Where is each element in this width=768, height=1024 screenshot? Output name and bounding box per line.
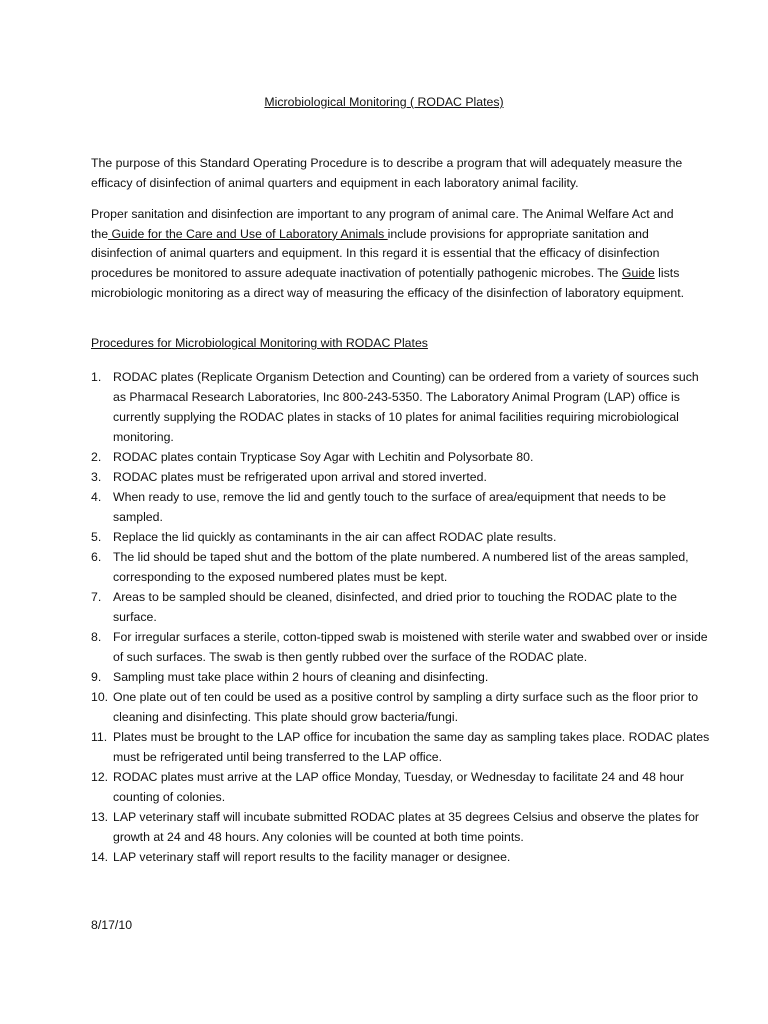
sanitation-text-3: lists microbiologic monitoring as a direct way of measuring the efficacy of the disinfection of laboratory equipment.	[91, 266, 685, 300]
procedures-list	[91, 367, 711, 867]
procedure-item	[91, 627, 711, 667]
procedure-item	[91, 847, 711, 867]
procedure-text: RODAC plates (Replicate Organism Detection and Counting) can be ordered from a variety of sources such as Pharmacal Research Laboratories, Inc 800-243-5350. The Laboratory Animal Program (LAP) office is currently supplying the RODAC plates in stacks of 10 plates for animal facilities requiring microbiological monitoring.	[113, 370, 699, 444]
procedure-item	[91, 587, 711, 627]
procedure-text: LAP veterinary staff will report results to the facility manager or designee.	[113, 850, 511, 864]
procedure-item	[91, 367, 711, 447]
procedure-text: For irregular surfaces a sterile, cotton-tipped swab is moistened with sterile water and swabbed over or inside of such surfaces. The swab is then gently rubbed over the surface of the RODAC plate.	[113, 630, 708, 664]
procedure-text: One plate out of ten could be used as a positive control by sampling a dirty surface such as the floor prior to cleaning and disinfecting. This plate should grow bacteria/fungi.	[113, 690, 699, 724]
procedure-item	[91, 727, 711, 767]
sanitation-text-1: Proper sanitation and disinfection are important to any program of animal care. The Animal Welfare Act and the	[91, 207, 674, 241]
procedure-item	[91, 667, 711, 687]
procedure-text: Areas to be sampled should be cleaned, disinfected, and dried prior to touching the RODAC plate to the surface.	[113, 590, 677, 624]
procedure-number: 12.	[91, 770, 109, 784]
procedure-number: 2.	[91, 450, 102, 464]
guide-title: Guide for the Care and Use of Laboratory Animals	[108, 226, 388, 241]
procedure-number: 11.	[91, 730, 108, 744]
procedure-text: RODAC plates must arrive at the LAP office Monday, Tuesday, or Wednesday to facilitate 24 and 48 hour counting of colonies.	[113, 770, 684, 804]
procedure-text: RODAC plates must be refrigerated upon arrival and stored inverted.	[113, 470, 487, 484]
procedure-text: When ready to use, remove the lid and gently touch to the surface of area/equipment that needs to be sampled.	[113, 490, 667, 524]
procedure-text: Replace the lid quickly as contaminants in the air can affect RODAC plate results.	[113, 530, 557, 544]
procedure-item	[91, 467, 711, 487]
procedure-number: 4.	[91, 490, 102, 504]
procedure-item	[91, 527, 711, 547]
procedure-item	[91, 547, 711, 587]
procedure-number: 3.	[91, 470, 102, 484]
guide-word: Guide	[621, 266, 655, 281]
procedure-number: 7.	[91, 590, 102, 604]
procedure-item	[91, 487, 711, 527]
procedure-number: 13.	[91, 810, 109, 824]
procedure-text: Plates must be brought to the LAP office for incubation the same day as sampling takes place. RODAC plates must be refrigerated until being transferred to the LAP office.	[113, 730, 710, 764]
purpose-paragraph: The purpose of this Standard Operating Procedure is to describe a program that will adequately measure the efficacy of disinfection of animal quarters and equipment in each laboratory animal facility.	[91, 156, 683, 190]
document-title: Microbiological Monitoring ( RODAC Plates)	[264, 95, 504, 109]
procedure-text: RODAC plates contain Trypticase Soy Agar with Lechitin and Polysorbate 80.	[113, 450, 534, 464]
procedure-number: 6.	[91, 550, 102, 564]
procedures-heading: Procedures for Microbiological Monitoring with RODAC Plates	[91, 336, 428, 350]
procedure-number: 10.	[91, 690, 109, 704]
procedure-item	[91, 447, 711, 467]
procedure-item	[91, 767, 711, 807]
sanitation-text-2: include provisions for appropriate sanitation and disinfection of animal quarters and equipment. In this regard it is essential that the efficacy of disinfection procedures be monitored to assure adequate inactivation of potentially pathogenic microbes. The	[91, 226, 660, 281]
procedure-text: The lid should be taped shut and the bottom of the plate numbered. A numbered list of the areas sampled, corresponding to the exposed numbered plates must be kept.	[113, 550, 689, 584]
procedure-number: 14.	[91, 850, 109, 864]
document-date: 8/17/10	[91, 918, 133, 932]
procedure-number: 5.	[91, 530, 102, 544]
procedure-item	[91, 687, 711, 727]
sanitation-paragraph	[91, 205, 691, 304]
procedure-text: Sampling must take place within 2 hours of cleaning and disinfecting.	[113, 670, 489, 684]
procedure-item	[91, 807, 711, 847]
procedure-number: 8.	[91, 630, 102, 644]
procedure-number: 9.	[91, 670, 102, 684]
procedure-number: 1.	[91, 370, 102, 384]
procedure-text: LAP veterinary staff will incubate submitted RODAC plates at 35 degrees Celsius and observe the plates for growth at 24 and 48 hours. Any colonies will be counted at both time points.	[113, 810, 700, 844]
